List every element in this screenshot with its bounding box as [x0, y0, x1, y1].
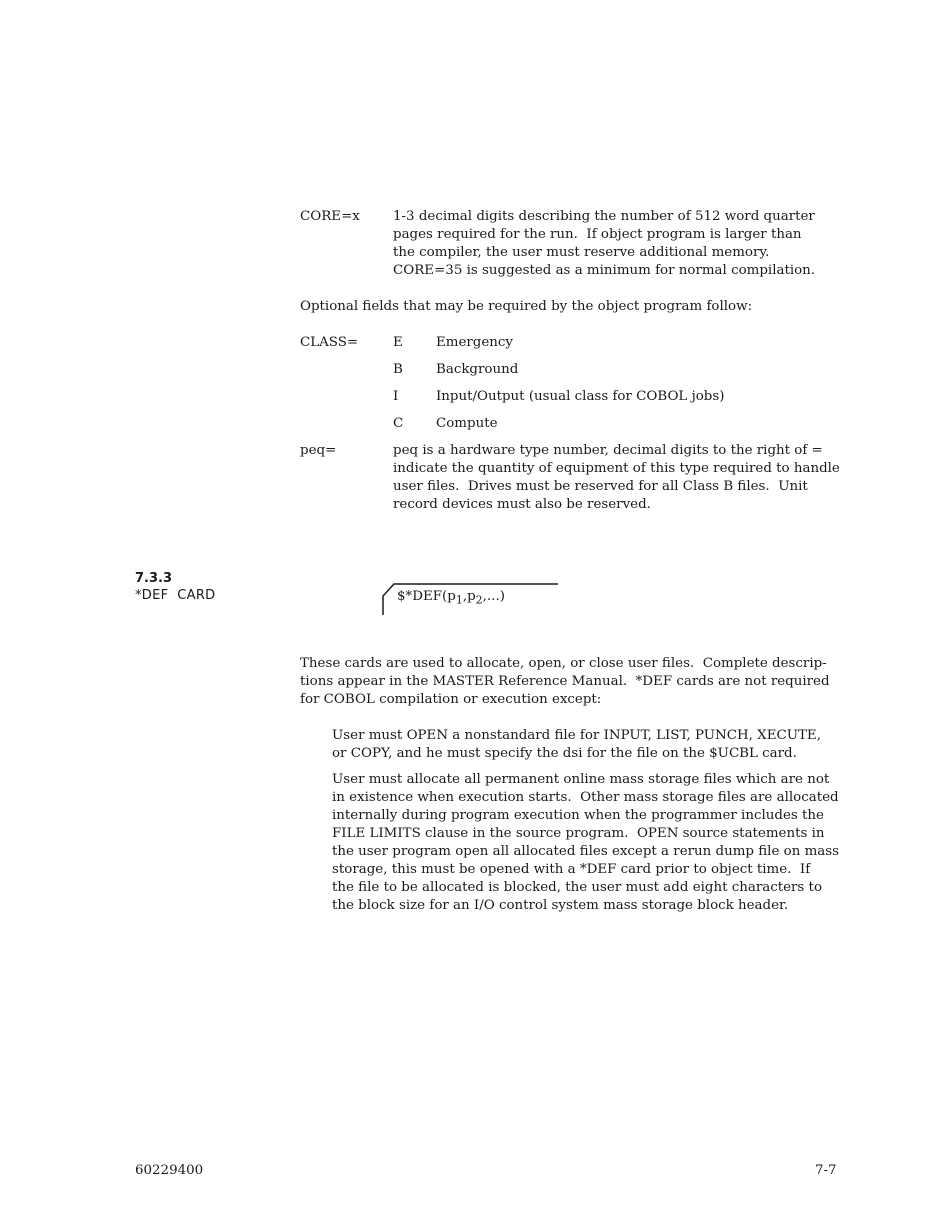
- peq-field-description: [393, 442, 853, 514]
- exception-line: the file to be allocated is blocked, the user must add eight characters to: [332, 880, 823, 895]
- document-number: 60229400: [135, 1163, 204, 1178]
- class-field-label: CLASS=: [300, 335, 359, 350]
- exception-line: FILE LIMITS clause in the source program. OPEN source statements in: [332, 826, 825, 841]
- peq-line: peq is a hardware type number, decimal digits to the right of =: [393, 443, 823, 458]
- card-format-box: [382, 582, 560, 616]
- peq-line: user files. Drives must be reserved for all Class B files. Unit: [393, 479, 808, 494]
- page-number: 7-7: [815, 1163, 837, 1178]
- body-line: tions appear in the MASTER Reference Manual. *DEF cards are not required: [300, 674, 830, 689]
- exception-line: User must allocate all permanent online mass storage files which are not: [332, 772, 830, 787]
- card-format-text: [397, 588, 505, 610]
- class-code: B: [393, 362, 403, 377]
- core-line: 1-3 decimal digits describing the number of 512 word quarter: [393, 209, 815, 224]
- class-description: Input/Output (usual class for COBOL jobs): [436, 389, 725, 404]
- core-field-label: CORE=x: [300, 209, 360, 224]
- exception-line: User must OPEN a nonstandard file for INPUT, LIST, PUNCH, XECUTE,: [332, 728, 821, 743]
- card-mid: ,p: [462, 589, 476, 604]
- exception-line: storage, this must be opened with a *DEF card prior to object time. If: [332, 862, 811, 877]
- section-title: *DEF CARD: [135, 588, 216, 603]
- core-field-description: [393, 208, 853, 280]
- exception-paragraph-1: [332, 727, 862, 763]
- class-code: I: [393, 389, 399, 404]
- exception-line: in existence when execution starts. Other mass storage files are allocated: [332, 790, 839, 805]
- card-prefix: $*DEF(p: [397, 589, 456, 604]
- peq-line: record devices must also be reserved.: [393, 497, 651, 512]
- class-description: Emergency: [436, 335, 513, 350]
- class-description: Compute: [436, 416, 498, 431]
- exception-paragraph-2: [332, 771, 862, 915]
- peq-line: indicate the quantity of equipment of this type required to handle: [393, 461, 840, 476]
- body-paragraph: [300, 655, 860, 709]
- card-sub-1: 1: [455, 593, 463, 607]
- body-line: for COBOL compilation or execution except:: [300, 692, 602, 707]
- core-line: the compiler, the user must reserve additional memory.: [393, 245, 770, 260]
- card-sub-2: 2: [475, 593, 483, 607]
- core-line: pages required for the run. If object program is larger than: [393, 227, 802, 242]
- class-description: Background: [436, 362, 519, 377]
- exception-line: the block size for an I/O control system mass storage block header.: [332, 898, 789, 913]
- card-suffix: ,...): [482, 589, 505, 604]
- exception-line: internally during program execution when the programmer includes the: [332, 808, 824, 823]
- class-code: E: [393, 335, 403, 350]
- class-code: C: [393, 416, 404, 431]
- body-line: These cards are used to allocate, open, or close user files. Complete descrip-: [300, 656, 827, 671]
- peq-field-label: peq=: [300, 443, 337, 458]
- section-number: 7.3.3: [135, 571, 173, 586]
- optional-fields-intro: Optional fields that may be required by the object program follow:: [300, 299, 753, 314]
- exception-line: or COPY, and he must specify the dsi for the file on the $UCBL card.: [332, 746, 797, 761]
- exception-line: the user program open all allocated files except a rerun dump file on mass: [332, 844, 840, 859]
- core-line: CORE=35 is suggested as a minimum for normal compilation.: [393, 263, 816, 278]
